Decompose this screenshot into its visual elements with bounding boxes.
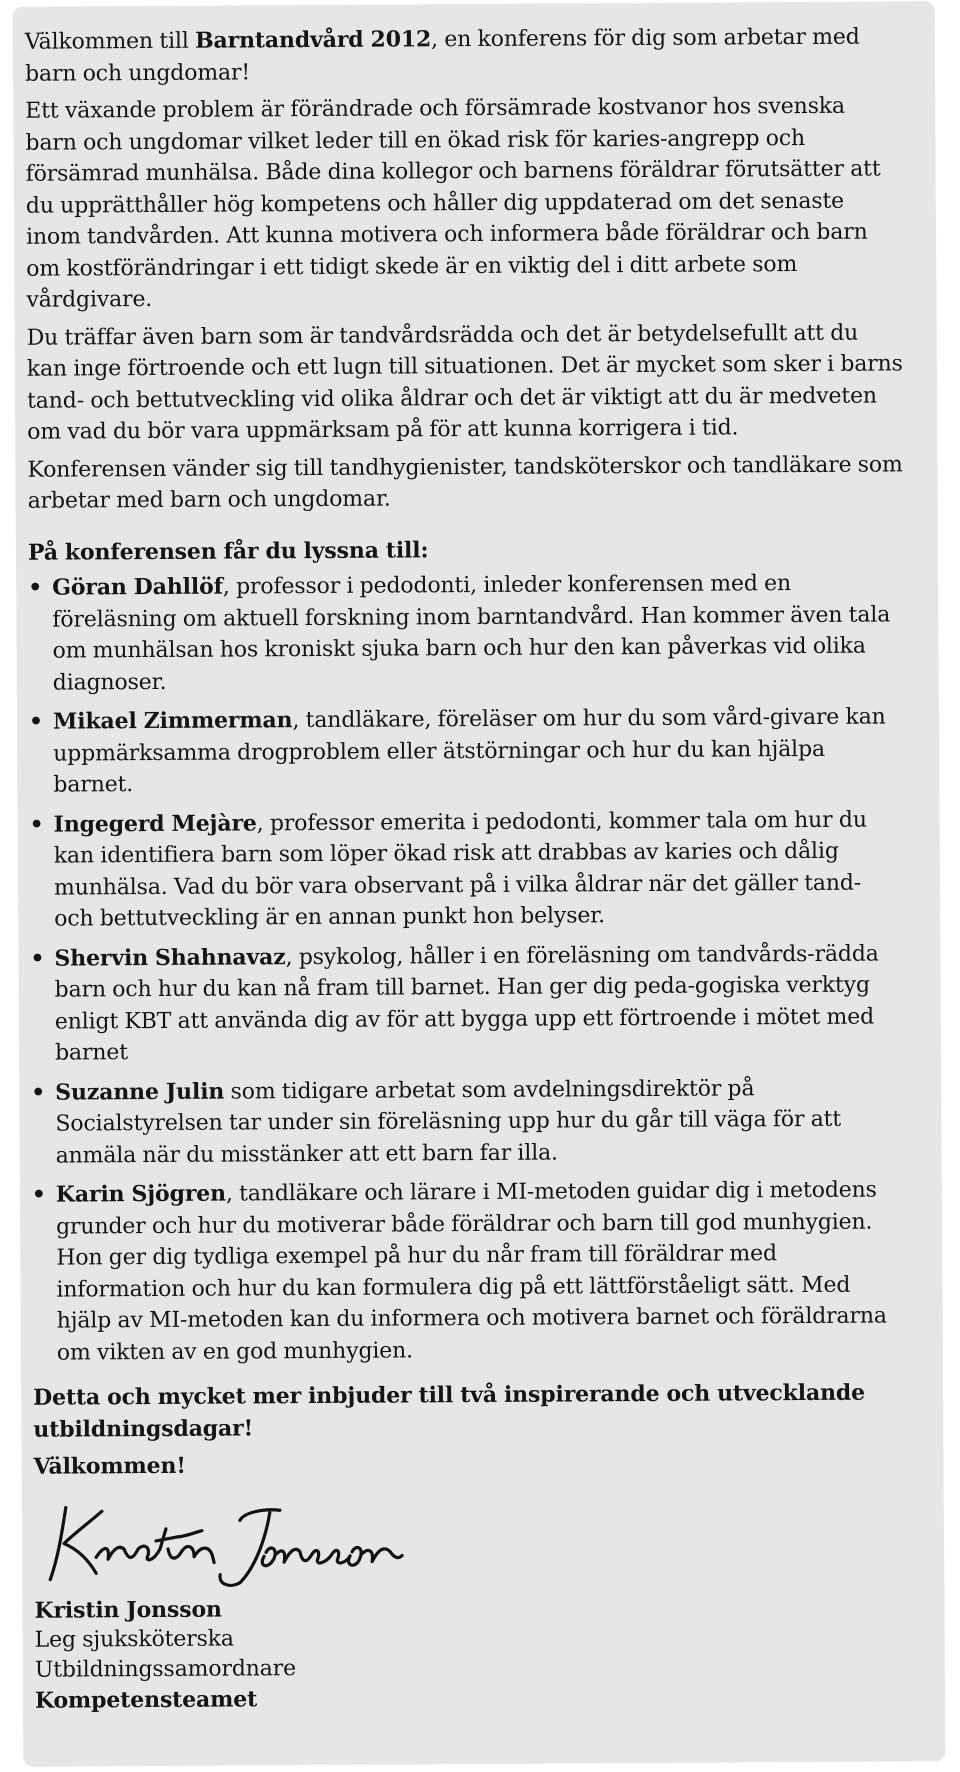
intro-text: , en konferens för dig som arbetar med barn och ungdomar! — [24, 24, 860, 87]
speaker-description: , professor i pedodonti, inleder konferensen med en föreläsning om aktuell forskning inom barntandvård. Han kommer även tala om munhälsan hos kroniskt sjuka barn och hur den kan påverkas vid olika diagnoser. — [52, 571, 891, 696]
intro-paragraph-3: Du träffar även barn som är tandvårdsrädda och det är betydelsefullt att du kan inge förtroende och ett lugn till situationen. Det är mycket som sker i barns tand- och bettutveckling vid olika åldrar och det är viktigt att du är medveten om vad du bör vara uppmärksam på för att kunna korrigera i tid. — [26, 320, 903, 445]
letter-sheet — [13, 1, 946, 1767]
speaker-name: Karin Sjögren — [55, 1180, 226, 1208]
speaker-name: Suzanne Julin — [55, 1078, 225, 1106]
closing-welcome: Välkommen! — [33, 1452, 186, 1480]
signature-block — [34, 1590, 911, 1715]
bullet-icon: • — [29, 811, 44, 838]
bullet-icon: • — [31, 1181, 46, 1208]
intro-paragraph-1 — [25, 21, 901, 89]
speaker-item — [30, 804, 907, 935]
signer-title: Leg sjuksköterska — [34, 1626, 234, 1653]
speaker-item — [28, 567, 905, 698]
speaker-item — [29, 701, 906, 801]
conference-name: Barntandvård 2012 — [194, 26, 432, 54]
speaker-description: , psykolog, håller i en föreläsning om tandvårds-rädda barn och hur du kan nå fram till barnet. Han ger dig peda-gogiska verktyg enligt KBT att använda dig av för att bygga upp ett förtroende i mötet med barnet — [54, 941, 879, 1066]
handwritten-signature — [44, 1495, 405, 1589]
speakers-heading: På konferensen får du lyssna till: — [27, 536, 429, 566]
speaker-item — [32, 1174, 909, 1368]
speaker-name: Ingegerd Mejàre — [53, 809, 257, 838]
speaker-item — [31, 1072, 908, 1172]
speaker-description: , tandläkare och lärare i MI-metoden guidar dig i metodens grunder och hur du motiverar både föräldrar och barn till god munhygien. Hon ger dig tydliga exempel på hur du når fram till föräldrar med information och hur du kan formulera dig på ett lättförståeligt sätt. Med hjälp av MI-metoden kan du informera och motivera barnet och föräldrarna om vikten av en god munhygien. — [56, 1177, 887, 1366]
speaker-name: Shervin Shahnavaz — [54, 943, 286, 972]
speaker-item — [30, 938, 907, 1069]
speaker-list — [28, 567, 909, 1368]
bullet-icon: • — [30, 945, 45, 972]
speaker-name: Göran Dahllöf — [52, 573, 223, 601]
intro-paragraph-4: Konferensen vänder sig till tandhygienister, tandsköterskor och tandläkare som arbetar med barn och ungdomar. — [27, 451, 903, 514]
speaker-description: , professor emerita i pedodonti, kommer tala om hur du kan identifiera barn som löper ökad risk att drabbas av karies och dålig munhälsa. Vad du bör vara observant på i vilka åldrar när det gäller tand- och bettutveckling är en annan punkt hon belyser. — [53, 807, 867, 932]
signer-role: Utbildningssamordnare — [34, 1655, 297, 1683]
intro-paragraph-2: Ett växande problem är förändrade och försämrade kostvanor hos svenska barn och ungdomar vilket leder till en ökad risk för karies-angrepp och försämrad munhälsa. Både dina kollegor och barnens föräldrar förutsätter att du upprätthåller hög kompetens och håller dig uppdaterad om det senaste inom tandvården. Att kunna motivera och informera både föräldrar och barn om kostförändringar i ett tidigt skede är en viktig del i ditt arbete som vårdgivare. — [25, 93, 881, 313]
closing-invitation: Detta och mycket mer inbjuder till två inspirerande och utvecklande utbildningsdagar! — [33, 1379, 866, 1443]
letter-content — [25, 21, 911, 1715]
speaker-description: , tandläkare, föreläser om hur du som vård-givare kan uppmärksamma drogproblem eller ätstörningar och hur du kan hjälpa barnet. — [53, 704, 886, 798]
bullet-icon: • — [28, 574, 43, 601]
intro-text: Välkommen till — [24, 28, 196, 55]
speaker-description: som tidigare arbetat som avdelningsdirektör på Socialstyrelsen tar under sin föreläsning upp hur du går till väga för att anmäla när du misstänker att ett barn far illa. — [55, 1075, 842, 1169]
bullet-icon: • — [31, 1079, 46, 1106]
signer-organization: Kompetensteamet — [34, 1685, 258, 1714]
signer-name: Kristin Jonsson — [34, 1596, 222, 1624]
bullet-icon: • — [28, 708, 44, 735]
speaker-name: Mikael Zimmerman — [52, 707, 293, 735]
